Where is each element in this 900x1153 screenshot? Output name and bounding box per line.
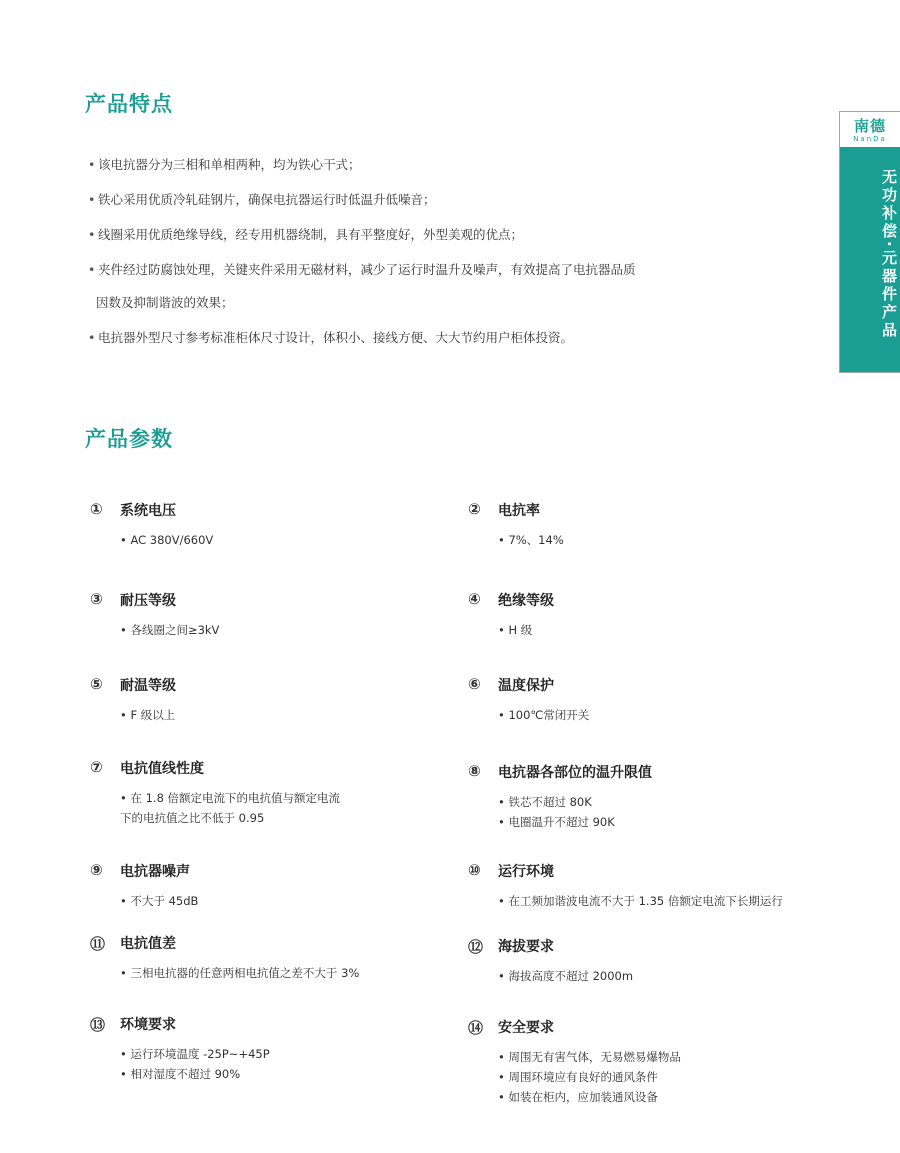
param-title: 电抗器各部位的温升限值 [498,765,652,781]
param-value: • 铁芯不超过 80K [498,795,592,809]
brand-logo [840,112,900,147]
param-value: • 运行环境温度 -25P~+45P [120,1047,270,1061]
param-number: ⑪ [90,935,106,953]
param-number: ⑬ [90,1016,106,1034]
feature-item-continued [96,294,234,312]
param-value: • F 级以上 [120,708,176,722]
feature-item [88,191,436,209]
param-number: ② [468,500,481,518]
param-number: ③ [90,590,103,608]
param-title: 绝缘等级 [498,593,554,609]
feature-text: 该电抗器分为三相和单相两种，均为铁心干式； [98,157,361,172]
param-value: • 周围环境应有良好的通风条件 [498,1070,658,1084]
param-value: 下的电抗值之比不低于 0.95 [120,811,265,825]
param-value: • 海拔高度不超过 2000m [498,969,634,983]
param-value: • 7%、14% [498,533,564,547]
param-value: • 100℃常闭开关 [498,708,590,722]
param-number: ⑩ [468,861,481,879]
bullet: • [88,192,96,207]
feature-text: 因数及抑制谐波的效果； [96,295,234,310]
feature-text: 线圈采用优质绝缘导线，经专用机器绕制，具有平整度好，外型美观的优点； [98,227,524,242]
param-title: 系统电压 [120,503,176,519]
feature-item [88,261,636,279]
feature-text: 夹件经过防腐蚀处理，关键夹件采用无磁材料，减少了运行时温升及噪声，有效提高了电抗器品质 [98,262,636,277]
param-title: 安全要求 [498,1020,554,1036]
side-tab [839,111,900,373]
param-value: • 在工频加谐波电流不大于 1.35 倍额定电流下长期运行 [498,894,783,908]
param-value: • 如装在柜内，应加装通风设备 [498,1090,658,1104]
feature-text: 电抗器外型尺寸参考标准柜体尺寸设计，体积小、接线方便、大大节约用户柜体投资。 [98,330,574,345]
param-value: • 各线圈之间≥3kV [120,623,220,637]
category-label-box [840,147,900,372]
param-value: • 电圈温升不超过 90K [498,815,615,829]
bullet: • [88,330,96,345]
param-number: ④ [468,590,481,608]
param-title: 环境要求 [120,1017,176,1033]
param-title: 温度保护 [498,678,554,694]
features-title: 产品特点 [85,92,173,116]
bullet: • [88,157,96,172]
feature-item [88,329,573,347]
param-value: • H 级 [498,623,533,637]
param-number: ⑦ [90,758,103,776]
brand-name-cn: 南德 [853,117,886,135]
param-number: ⑫ [468,938,484,956]
param-title: 电抗值差 [120,936,176,952]
param-title: 耐温等级 [120,678,176,694]
param-value: • 三相电抗器的任意两相电抗值之差不大于 3% [120,966,360,980]
param-value: • 不大于 45dB [120,894,199,908]
feature-item [88,156,361,174]
param-title: 耐压等级 [120,593,176,609]
params-title: 产品参数 [85,427,173,451]
category-label: 无功补偿·元器件产品 [880,169,898,340]
param-number: ⑨ [90,861,103,879]
param-title: 电抗率 [498,503,540,519]
param-value: • 相对湿度不超过 90% [120,1067,241,1081]
param-title: 海拔要求 [498,939,554,955]
param-number: ⑥ [468,675,481,693]
param-number: ⑧ [468,762,481,780]
feature-item [88,226,523,244]
brand-name-en: NanDa [853,135,887,143]
param-value: • AC 380V/660V [120,533,214,547]
param-title: 运行环境 [498,864,554,880]
param-number: ⑭ [468,1019,484,1037]
param-value: • 在 1.8 倍额定电流下的电抗值与额定电流 [120,791,341,805]
bullet: • [88,262,96,277]
param-number: ① [90,500,103,518]
param-title: 电抗器噪声 [120,864,190,880]
param-value: • 周围无有害气体，无易燃易爆物品 [498,1050,681,1064]
bullet: • [88,227,96,242]
feature-text: 铁心采用优质冷轧硅钢片，确保电抗器运行时低温升低噪音； [98,192,436,207]
param-number: ⑤ [90,675,103,693]
param-title: 电抗值线性度 [120,761,204,777]
